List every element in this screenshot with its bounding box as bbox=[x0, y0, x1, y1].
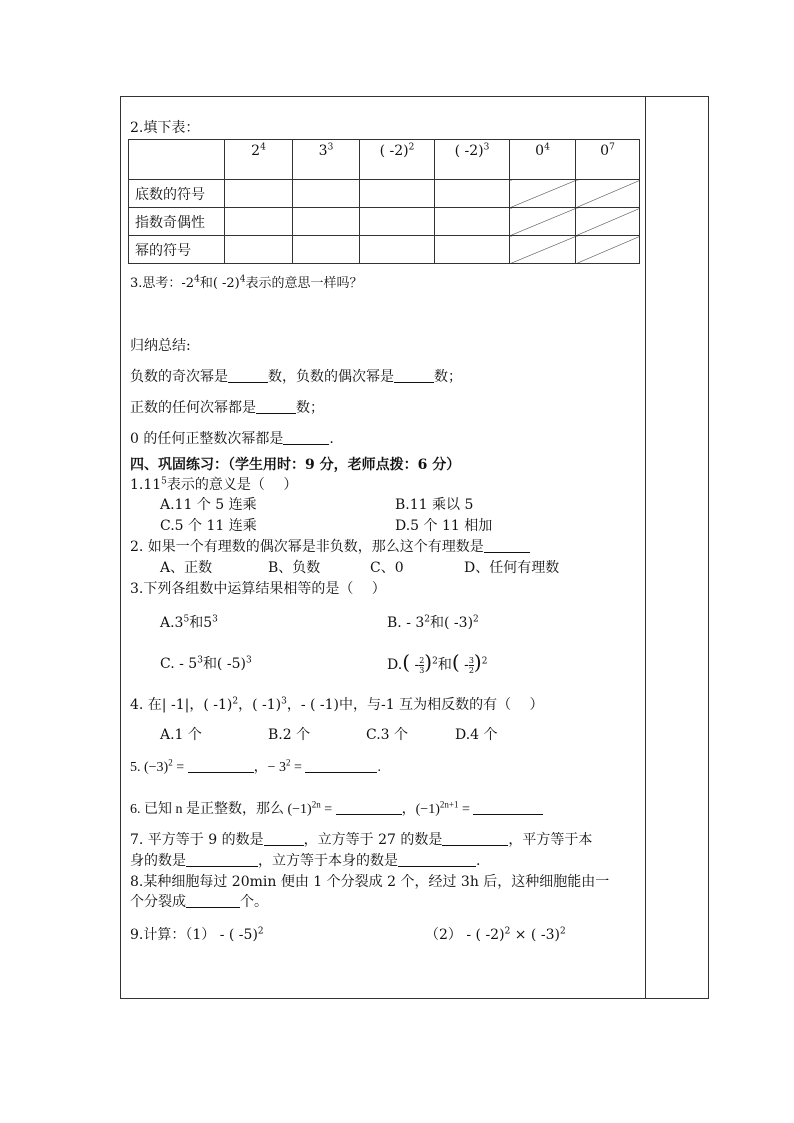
ex3-option-a: $A.3^5$和$5^3$ bbox=[160, 614, 218, 631]
ex9-part-2: （2） - ( -2)$^2$ × ( -3)$^2$ bbox=[425, 926, 566, 943]
table-header: $0^7$ bbox=[576, 140, 640, 180]
table-cell[interactable] bbox=[435, 208, 510, 236]
table-cell[interactable] bbox=[293, 208, 360, 236]
ex7-line-2: 身的数是 ，立方等于本身的数是 . bbox=[130, 853, 481, 869]
table-cell[interactable] bbox=[435, 180, 510, 208]
ex3-option-b: B. - $3^2$和( -3)$^2$ bbox=[387, 614, 479, 631]
ex1-option-a: A.11 个 5 连乘 bbox=[160, 497, 257, 513]
table-cell[interactable] bbox=[360, 180, 435, 208]
table-header: $2^4$ bbox=[225, 140, 293, 180]
summary-line-3: 0 的任何正整数次幂都是 . bbox=[130, 431, 334, 447]
ex2-option-d: D、任何有理数 bbox=[464, 560, 560, 576]
crossed-cell bbox=[510, 236, 576, 264]
ex4-option-b: B.2 个 bbox=[268, 727, 311, 743]
ex3-stem: 3.下列各组数中运算结果相等的是（ ） bbox=[130, 581, 386, 597]
fraction: $\frac{3}{2}$ bbox=[468, 655, 474, 675]
section-title: 四、巩固练习：（学生用时：9 分，老师点拨：6 分） bbox=[130, 457, 461, 473]
crossed-cell bbox=[576, 236, 640, 264]
crossed-cell bbox=[576, 180, 640, 208]
ex4-option-a: A.1 个 bbox=[160, 727, 202, 743]
table-cell[interactable] bbox=[360, 208, 435, 236]
ex2-option-b: B、负数 bbox=[268, 560, 321, 576]
table-cell[interactable] bbox=[435, 236, 510, 264]
right-margin-column bbox=[645, 96, 646, 999]
table-corner bbox=[129, 140, 225, 180]
table-cell[interactable] bbox=[293, 180, 360, 208]
ex9-part-1: 9.计算：（1） - ( -5)$^2$ bbox=[130, 926, 264, 943]
fill-table bbox=[128, 139, 640, 264]
table-header: $0^4$ bbox=[510, 140, 576, 180]
ex4-option-c: C.3 个 bbox=[366, 727, 409, 743]
ex1-option-b: B.11 乘以 5 bbox=[395, 497, 474, 513]
row-label: 底数的符号 bbox=[129, 180, 225, 208]
ex6: 6. 已知 n 是正整数，那么 $(-1)^{2n}$ = ，$(-1)^{2n+1}$ = bbox=[130, 800, 543, 819]
crossed-cell bbox=[510, 208, 576, 236]
ex8-line-1: 8.某种细胞每过 20min 便由 1 个分裂成 2 个，经过 3h 后，这种细胞能由一 bbox=[130, 874, 610, 890]
q2-title: 2.填下表： bbox=[130, 120, 200, 136]
ex4-stem: 4. 在| -1|，( -1)$^2$，( -1)$^3$，- ( -1)中，与-1 互为相反数的有（ ） bbox=[130, 696, 544, 713]
table-header: ( -2)$^3$ bbox=[435, 140, 510, 180]
ex1-option-d: D.5 个 11 相加 bbox=[395, 518, 493, 534]
ex7-line-1: 7. 平方等于 9 的数是 ，立方等于 27 的数是 ，平方等于本 bbox=[130, 832, 593, 848]
summary-title: 归纳总结: bbox=[130, 338, 191, 354]
ex2-stem: 2. 如果一个有理数的偶次幂是非负数，那么这个有理数是 bbox=[130, 538, 530, 556]
ex2-option-a: A、正数 bbox=[160, 560, 213, 576]
fraction: $\frac{2}{3}$ bbox=[419, 655, 425, 675]
table-cell[interactable] bbox=[293, 236, 360, 264]
ex5: 5. $(-3)^2$ = ，− $3^2$ = . bbox=[130, 757, 381, 775]
crossed-cell bbox=[576, 208, 640, 236]
ex1-option-c: C.5 个 11 连乘 bbox=[160, 518, 257, 534]
ex2-option-c: C、0 bbox=[370, 560, 404, 576]
table-cell[interactable] bbox=[225, 236, 293, 264]
ex1-stem: 1.11$^5$表示的意义是（ ） bbox=[130, 476, 298, 493]
table-cell[interactable] bbox=[360, 236, 435, 264]
summary-line-1: 负数的奇次幂是 数，负数的偶次幂是 数； bbox=[130, 369, 462, 385]
q3-think: 3.思考：$-2^4$和( -2)$^4$表示的意思一样吗？ bbox=[130, 274, 363, 291]
row-label: 幂的符号 bbox=[129, 236, 225, 264]
ex3-option-c: C. - $5^3$和( -5)$^3$ bbox=[160, 655, 252, 672]
row-label: 指数奇偶性 bbox=[129, 208, 225, 236]
table-cell[interactable] bbox=[225, 180, 293, 208]
summary-line-2: 正数的任何次幂都是 数； bbox=[130, 400, 324, 416]
table-cell[interactable] bbox=[225, 208, 293, 236]
ex3-option-d: D.( - $\frac{2}{3})^2$和( - $\frac{3}{2})^2$ bbox=[387, 650, 488, 675]
table-header: ( -2)$^2$ bbox=[360, 140, 435, 180]
ex4-option-d: D.4 个 bbox=[455, 727, 498, 743]
ex8-line-2: 个分裂成 个。 bbox=[130, 894, 268, 910]
table-header: $3^3$ bbox=[293, 140, 360, 180]
crossed-cell bbox=[510, 180, 576, 208]
